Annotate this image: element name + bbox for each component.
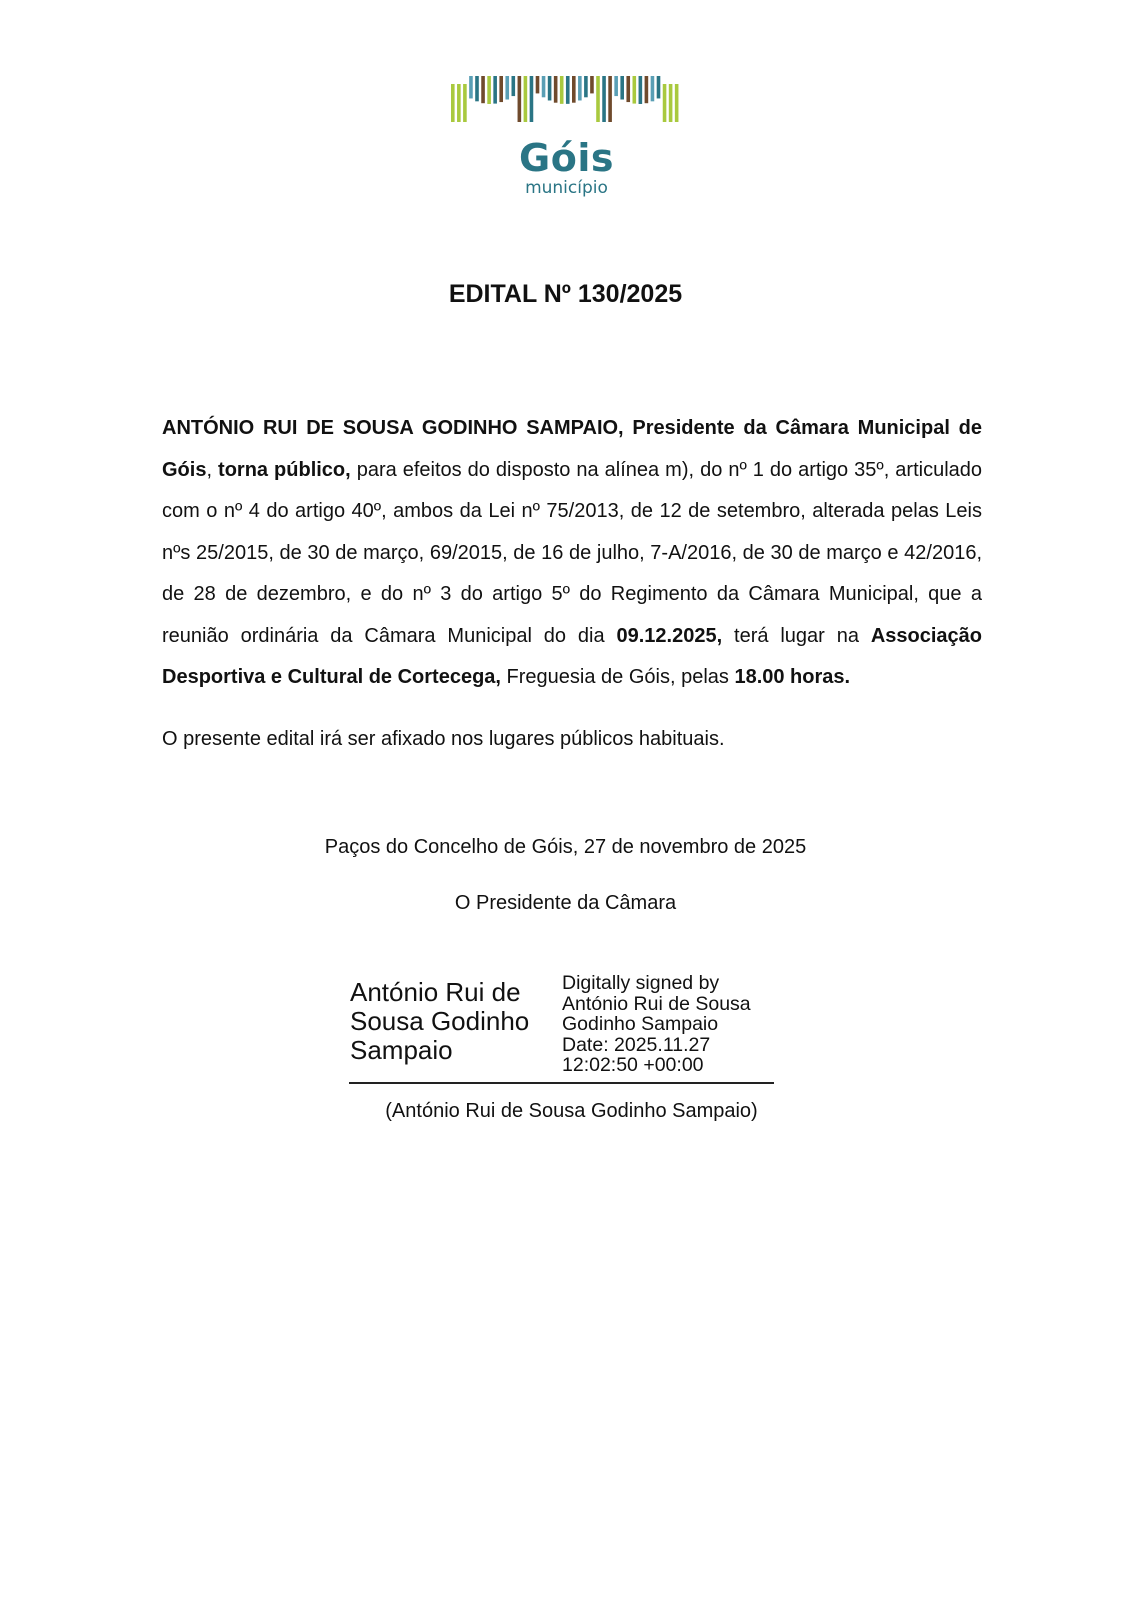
- body-segment: Associação Desportiva e Cultural de Cortecega,: [162, 624, 982, 688]
- signature-detail-line: 12:02:50 +00:00: [562, 1054, 704, 1076]
- body-segment: 18.00 horas.: [734, 666, 851, 688]
- logo-bar: [572, 76, 576, 103]
- logo-bar: [590, 76, 594, 93]
- digital-signature-name: [350, 978, 560, 1065]
- logo-bar: [669, 84, 673, 122]
- logo-bar: [675, 84, 679, 122]
- logo-bar: [499, 76, 503, 102]
- logo-bar: [663, 84, 667, 122]
- logo-bar: [530, 76, 534, 122]
- signatory-name-caption: (António Rui de Sousa Godinho Sampaio): [385, 1100, 758, 1122]
- logo-bar: [566, 76, 570, 104]
- signatory-role: O Presidente da Câmara: [454, 892, 677, 914]
- signature-name-line: Sousa Godinho: [350, 1006, 530, 1036]
- logo-bar: [578, 76, 582, 100]
- logo-bar: [548, 76, 552, 100]
- logo-bar: [614, 76, 618, 96]
- body-segment: terá lugar na: [722, 624, 871, 647]
- logo-bar: [608, 76, 612, 122]
- signature-detail-line: Digitally signed by: [562, 972, 720, 994]
- logo-bar: [645, 76, 649, 103]
- logo-bar: [457, 84, 461, 122]
- logo-bar: [657, 76, 661, 98]
- logo-bar: [469, 76, 473, 98]
- body-segment: para efeitos do disposto na alínea m), do nº 1 do artigo 35º, articulado com o nº 4 do artigo 40º, ambos da Lei nº 75/2013, de 12 de setembro, alterada pelas Leis nºs 25/2015, de 30 de março, 69/2015, de 16 de julho, 7-A/2016, de 30 de março e 42/2016, de 28 de dezembro, e do nº 3 do artigo 5º do Regimento da Câmara Municipal, que a reunião ordinária da Câmara Municipal do dia: [162, 458, 983, 647]
- logo-bar: [524, 76, 528, 122]
- logo-bar: [560, 76, 564, 104]
- logo-name: Góis: [519, 136, 614, 180]
- logo-subtitle: município: [525, 178, 608, 198]
- logo-bar: [505, 76, 509, 100]
- body-segment: ANTÓNIO RUI DE SOUSA GODINHO SAMPAIO, Presidente da Câmara Municipal de Góis: [162, 417, 982, 481]
- logo-bar: [481, 76, 485, 103]
- body-segment: ,: [206, 458, 219, 481]
- signature-detail-line: António Rui de Sousa: [562, 992, 751, 1015]
- logo-bar: [512, 76, 516, 96]
- municipality-logo: [449, 72, 689, 197]
- body-segment: torna público,: [218, 458, 351, 481]
- logo-bar: [596, 76, 600, 122]
- logo-bar: [584, 76, 588, 97]
- logo-bar: [536, 76, 540, 93]
- bridge-arches-icon: [449, 72, 689, 127]
- logo-bar: [463, 84, 467, 122]
- logo-bar: [542, 76, 546, 97]
- logo-bar: [518, 76, 522, 122]
- logo-bar: [633, 76, 637, 104]
- publication-notice: O presente edital irá ser afixado nos lugares públicos habituais.: [162, 728, 725, 750]
- page-title: EDITAL Nº 130/2025: [448, 280, 683, 308]
- logo-bar: [487, 76, 491, 104]
- place-and-date: Paços do Concelho de Góis, 27 de novembro de 2025: [324, 836, 807, 858]
- digital-signature-details: [562, 973, 792, 1076]
- logo-bar: [626, 76, 630, 102]
- signature-line: [349, 1082, 774, 1084]
- logo-bar: [639, 76, 643, 104]
- logo-bar: [475, 76, 479, 101]
- body-segment: Freguesia de Góis, pelas: [500, 666, 735, 688]
- logo-bar: [620, 76, 624, 100]
- signature-name-line: António Rui de: [350, 977, 521, 1007]
- signature-detail-line: Godinho Sampaio: [562, 1013, 719, 1035]
- logo-bar: [651, 76, 655, 101]
- body-segment: 09.12.2025,: [616, 624, 723, 647]
- signature-detail-line: Date: 2025.11.27: [562, 1033, 711, 1056]
- logo-bar: [451, 84, 455, 122]
- edict-body: [162, 408, 982, 699]
- logo-bar: [554, 76, 558, 103]
- logo-bar: [493, 76, 497, 104]
- logo-bar: [602, 76, 606, 122]
- signature-name-line: Sampaio: [350, 1035, 453, 1065]
